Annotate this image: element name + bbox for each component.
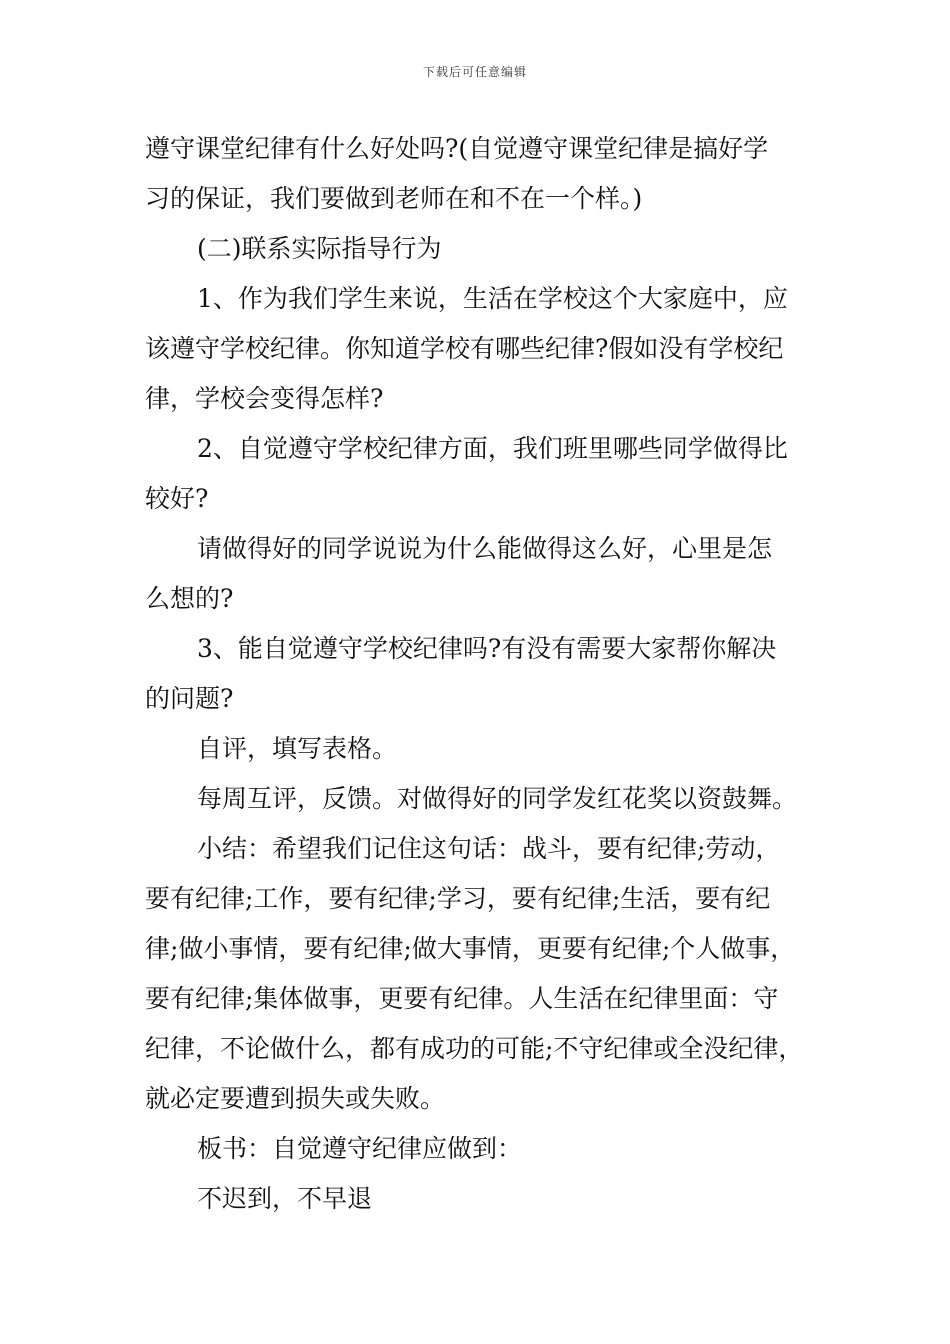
text-line: 自评，填写表格。 — [197, 734, 398, 763]
text-line: 遵守课堂纪律有什么好处吗?(自觉遵守课堂纪律是搞好学 — [145, 134, 769, 163]
blackboard-heading: 板书：自觉遵守纪律应做到： — [197, 1134, 523, 1163]
text-line: 就必定要遭到损失或失败。 — [145, 1084, 446, 1113]
text-line: 该遵守学校纪律。你知道学校有哪些纪律?假如没有学校纪 — [145, 334, 784, 363]
text-line: 的问题? — [145, 684, 234, 713]
page-header: 下载后可任意编辑 — [422, 65, 527, 79]
text-line: 1、作为我们学生来说，生活在学校这个大家庭中，应 — [197, 284, 788, 313]
text-line: 要有纪律;集体做事，更要有纪律。人生活在纪律里面：守 — [145, 984, 779, 1013]
text-line: 不迟到，不早退 — [197, 1184, 373, 1213]
text-line: 律，学校会变得怎样? — [145, 384, 384, 413]
section-heading: (二)联系实际指导行为 — [197, 234, 442, 263]
summary-line: 小结：希望我们记住这句话：战斗，要有纪律;劳动， — [197, 834, 781, 863]
text-line: 么想的? — [145, 584, 234, 613]
text-line: 2、自觉遵守学校纪律方面，我们班里哪些同学做得比 — [197, 434, 788, 463]
text-line: 较好? — [145, 484, 209, 513]
text-line: 习的保证，我们要做到老师在和不在一个样。) — [145, 184, 643, 213]
text-line: 3、能自觉遵守学校纪律吗?有没有需要大家帮你解决 — [197, 634, 777, 663]
text-line: 律;做小事情，要有纪律;做大事情，更要有纪律;个人做事， — [145, 934, 796, 963]
document-body — [145, 124, 809, 1224]
text-line: 每周互评，反馈。对做得好的同学发红花奖以资鼓舞。 — [197, 784, 798, 813]
text-line: 纪律，不论做什么，都有成功的可能;不守纪律或全没纪律， — [145, 1034, 804, 1063]
text-line: 请做得好的同学说说为什么能做得这么好，心里是怎 — [197, 534, 773, 563]
text-line: 要有纪律;工作，要有纪律;学习，要有纪律;生活，要有纪 — [145, 884, 771, 913]
